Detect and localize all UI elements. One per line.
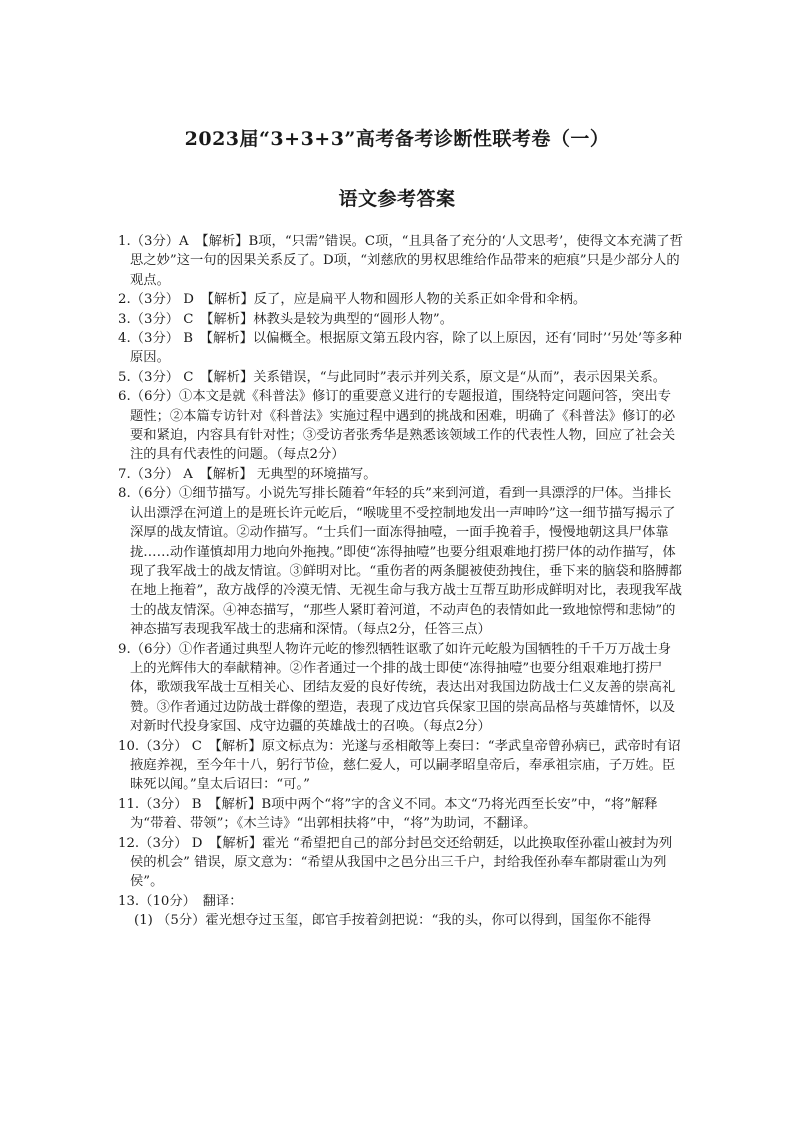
document-subtitle: 语文参考答案 — [338, 188, 456, 210]
answer-item-9: 9.（6分）①作者通过典型人物许元屹的惨烈牺牲讴歌了如许元屹般为国牺牲的千千万万战士身上的光辉伟大的奉献精神。②作者通过一个排的战士即使“冻得抽噎”也要分组艰难地打捞尸体，歌颂我军战士互相关心、团结友爱的良好传统，表达出对我国边防战士仁义友善的崇高礼赞。③作者通过边防战士群像的塑造，表现了戍边官兵保家卫国的崇高品格与英雄情怀，以及对新时代投身家国、戍守边疆的英雄战士的召唤。（每点2分） — [118, 641, 676, 735]
answer-item-13: 13.（10分） 翻译： — [118, 893, 243, 909]
answer-list — [118, 232, 684, 931]
answer-item-2: 2.（3分） D 【解析】反了，应是扁平人物和圆形人物的关系正如伞骨和伞柄。 — [118, 292, 587, 308]
answer-item-5: 5.（3分） C 【解析】关系错误，“与此同时”表示并列关系，原文是“从而”，表示因果关系。 — [118, 369, 667, 385]
document-title: 2023届“3+3+3”高考备考诊断性联考卷（一） — [184, 128, 610, 150]
answer-item-6: 6.（6分）①本文是就《科普法》修订的重要意义进行的专题报道，围绕特定问题问答，突出专题性；②本篇专访针对《科普法》实施过程中遇到的挑战和困难，明确了《科普法》修订的必要和紧迫，内容具有针对性；③受访者张秀华是熟悉该领域工作的代表性人物，回应了社会关注的具有代表性的问题。（每点2分） — [118, 389, 676, 463]
answer-item-3: 3.（3分） C 【解析】林教头是较为典型的“圆形人物”。 — [118, 311, 454, 327]
answer-item-4: 4.（3分） B 【解析】以偏概全。根据原文第五段内容，除了以上原因，还有‘同时’‘另处’等多种原因。 — [118, 331, 682, 366]
answer-item-11: 11.（3分） B 【解析】B项中两个“将”字的含义不同。本文“乃将光西至长安”中，“将”解释为“带着、带领”；《木兰诗》“出郭相扶将”中，“将”为助词，不翻译。 — [118, 796, 658, 832]
answer-item-10: 10.（3分） C 【解析】原文标点为：光遂与丞相敞等上奏曰：“孝武皇帝曾孙病已，武帝时有诏掖庭养视，至今年十八，躬行节俭，慈仁爱人，可以嗣孝昭皇帝后，奉承祖宗庙，子万姓。臣昧死以闻。”皇太后诏曰：“可。” — [118, 738, 681, 793]
answer-item-1: 1.（3分）A 【解析】B项，“只需”错误。C项，“且具备了充分的‘人文思考’，使得文本充满了哲思之妙”这一句的因果关系反了。D项，“刘慈欣的男权思维给作品带来的疤痕”只是少部分人的观点。 — [118, 234, 683, 288]
answer-item-7: 7.（3分） A 【解析】 无典型的环境描写。 — [118, 466, 377, 482]
answer-item-8: 8.（6分）①细节描写。小说先写排长随着“年轻的兵”来到河道，看到一具漂浮的尸体。当排长认出漂浮在河道上的是班长许元屹后，“喉咙里不受控制地发出一声呻吟”这一细节描写揭示了深厚的战友情谊。②动作描写。“士兵们一面冻得抽噎，一面手挽着手，慢慢地朝这具尸体靠拢……动作谨慎却用力地向外拖拽。”即使“冻得抽噎”也要分组艰难地打捞尸体的动作描写，体现了我军战士的战友情谊。③鲜明对比。“重伤者的两条腿被使劲拽住，垂下来的脑袋和胳膊都在地上拖着”，敌方战俘的冷漠无情、无视生命与我方战士互帮互助形成鲜明对比，表现我军战士的战友情深。④神态描写，“那些人紧盯着河道，不动声色的表情如此一致地惊愕和悲恸”的神态描写表现我军战士的悲痛和深情。（每点2分，任答三点） — [118, 486, 682, 638]
answer-item-12: 12.（3分） D 【解析】霍光 “希望把自己的部分封邑交还给朝廷，以此换取侄孙霍山被封为列侯的机会” 错误，原文意为：“希望从我国中之邑分出三千户，封给我侄孙奉车都尉霍山为列侯”。 — [118, 835, 673, 890]
answer-item-13-part-1: (1) （5分）霍光想夺过玉玺，郎官手按着剑把说：“我的头，你可以得到，国玺你不能得 — [134, 913, 652, 929]
